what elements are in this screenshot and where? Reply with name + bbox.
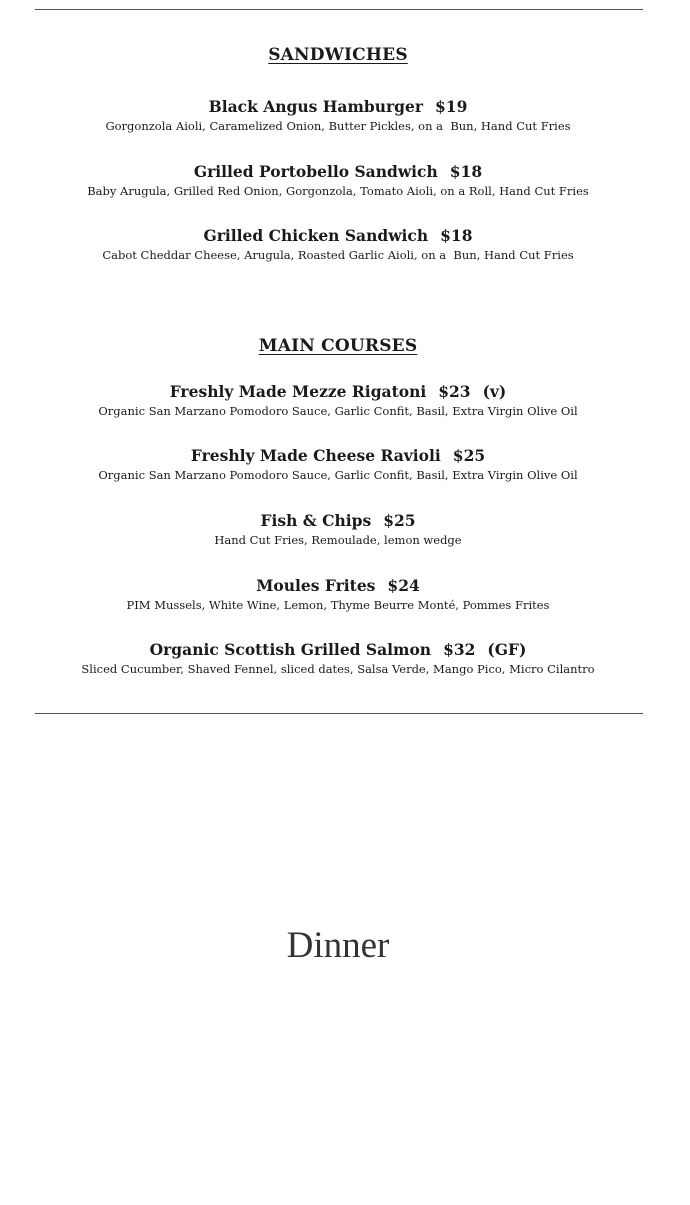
menu-item-moules-frites [0, 576, 676, 613]
item-price: $25 [383, 511, 416, 530]
item-description: Organic San Marzano Pomodoro Sauce, Garlic Confit, Basil, Extra Virgin Olive Oil [98, 468, 578, 482]
item-name: Grilled Portobello Sandwich [193, 162, 438, 181]
item-price: $18 [449, 162, 483, 181]
bottom-divider [35, 713, 643, 714]
item-diet-tag: (GF) [487, 640, 527, 659]
item-price: $25 [452, 446, 486, 465]
menu-item-mezze-rigatoni [0, 382, 676, 419]
item-diet-tag: (v) [482, 382, 507, 401]
item-price: $23 [438, 382, 471, 401]
item-description: Gorgonzola Aioli, Caramelized Onion, Butter Pickles, on a Bun, Hand Cut Fries [105, 119, 571, 133]
item-price: $18 [440, 226, 473, 245]
item-description: Organic San Marzano Pomodoro Sauce, Garlic Confit, Basil, Extra Virgin Olive Oil [98, 404, 578, 418]
item-name: Moules Frites [256, 576, 376, 595]
page-title-dinner: Dinner [286, 925, 390, 966]
item-price: $19 [435, 97, 468, 116]
menu-item-grilled-chicken-sandwich [0, 226, 676, 263]
item-name: Black Angus Hamburger [208, 97, 423, 116]
menu-item-grilled-portobello-sandwich [0, 162, 676, 199]
menu-item-scottish-grilled-salmon [0, 640, 676, 677]
section-title-sandwiches: SANDWICHES [268, 45, 408, 65]
item-price: $24 [387, 576, 420, 595]
item-name: Freshly Made Cheese Ravioli [190, 446, 441, 465]
item-description: Hand Cut Fries, Remoulade, lemon wedge [214, 533, 462, 547]
item-name: Organic Scottish Grilled Salmon [149, 640, 432, 659]
menu-item-fish-and-chips [0, 511, 676, 548]
item-description: Cabot Cheddar Cheese, Arugula, Roasted Garlic Aioli, on a Bun, Hand Cut Fries [102, 248, 574, 262]
item-description: Sliced Cucumber, Shaved Fennel, sliced dates, Salsa Verde, Mango Pico, Micro Cilantro [81, 662, 595, 676]
menu-item-cheese-ravioli [0, 446, 676, 483]
item-price: $32 [443, 640, 476, 659]
menu-item-black-angus-hamburger [0, 97, 676, 134]
item-name: Grilled Chicken Sandwich [203, 226, 429, 245]
item-name: Freshly Made Mezze Rigatoni [169, 382, 427, 401]
item-description: Baby Arugula, Grilled Red Onion, Gorgonzola, Tomato Aioli, on a Roll, Hand Cut Fries [87, 184, 589, 198]
section-title-main-courses: MAIN COURSES [258, 336, 418, 356]
top-divider [35, 9, 643, 10]
item-description: PIM Mussels, White Wine, Lemon, Thyme Beurre Monté, Pommes Frites [126, 598, 550, 612]
item-name: Fish & Chips [260, 511, 372, 530]
